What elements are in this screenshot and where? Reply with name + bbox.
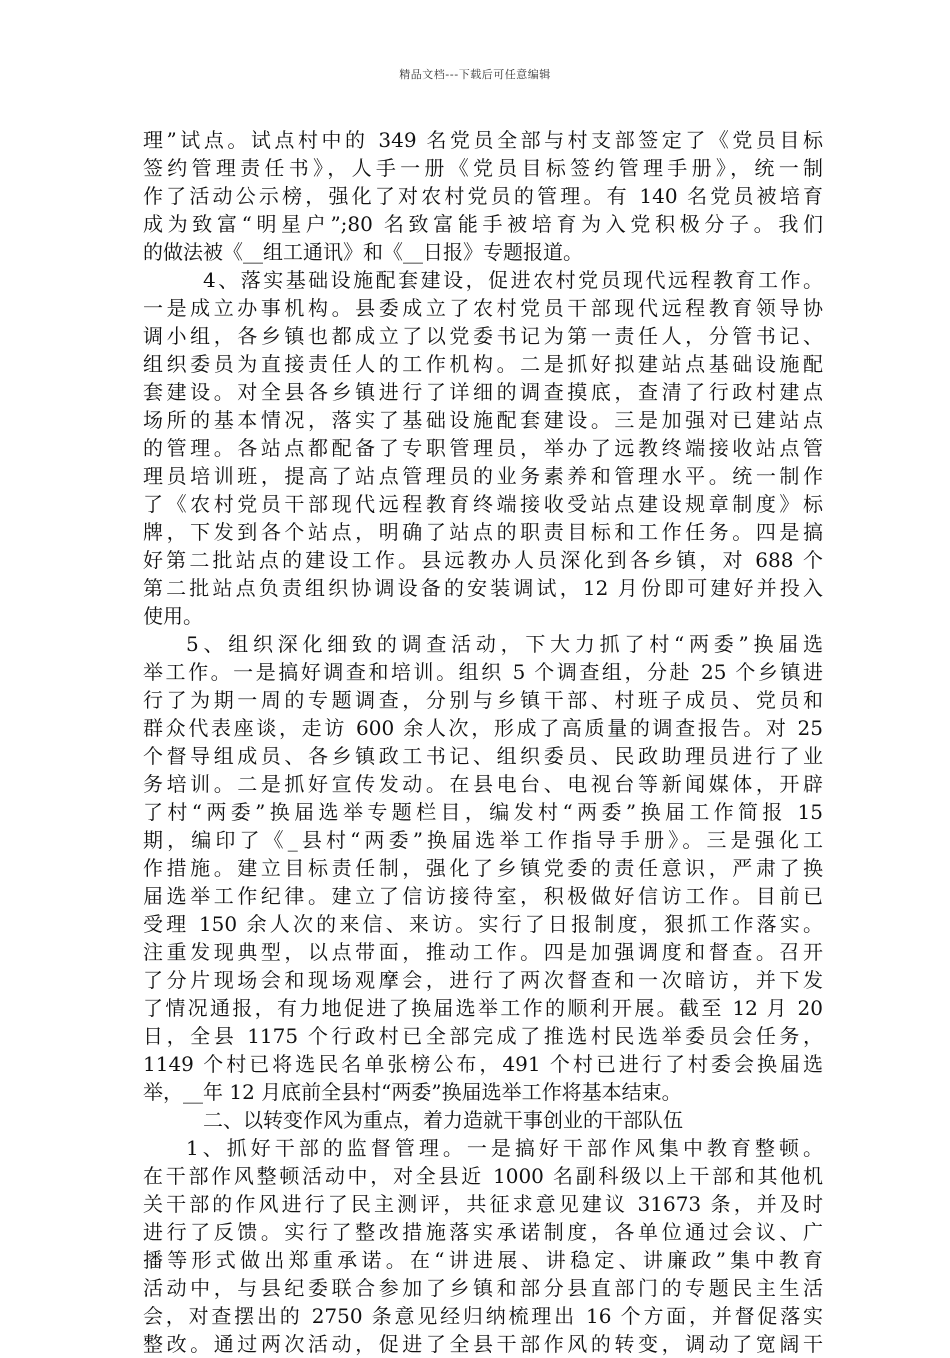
text-line: 牌，下发到各个站点，明确了站点的职责目标和工作任务。四是搞	[143, 520, 823, 544]
text-line: 务培训。二是抓好宣传发动。在县电台、电视台等新闻媒体，开辟	[143, 772, 823, 796]
text-line: 播等形式做出郑重承诺。在“讲进展、讲稳定、讲廉政”集中教育	[143, 1248, 823, 1272]
text-line: 整改。通过两次活动，促进了全县干部作风的转变，调动了宽阔干	[143, 1332, 823, 1356]
text-line: 会，对查摆出的 2750 条意见经归纳梳理出 16 个方面，并督促落实	[143, 1304, 823, 1328]
text-line: 届选举工作纪律。建立了信访接待室，积极做好信访工作。目前已	[143, 884, 823, 908]
text-line: 举工作。一是搞好调查和培训。组织 5 个调查组，分赴 25 个乡镇进	[143, 660, 823, 684]
text-line: 作措施。建立目标责任制，强化了乡镇党委的责任意识，严肃了换	[143, 856, 823, 880]
text-line: 进行了反馈。实行了整改措施落实承诺制度，各单位通过会议、广	[143, 1220, 823, 1244]
text-line: 的管理。各站点都配备了专职管理员，举办了远教终端接收站点管	[143, 436, 823, 460]
paragraph-start-line: 1、抓好干部的监督管理。一是搞好干部作风集中教育整顿。	[186, 1136, 823, 1160]
text-line: 使用。	[143, 604, 203, 628]
text-line: 了《农村党员干部现代远程教育终端接收受站点建设规章制度》标	[143, 492, 823, 516]
text-line: 成为致富“明星户”;80 名致富能手被培育为入党积极分子。我们	[143, 212, 823, 236]
text-line: 日，全县 1175 个行政村已全部完成了推选村民选举委员会任务，	[143, 1024, 823, 1048]
text-line: 签约管理责任书》，人手一册《党员目标签约管理手册》，统一制	[143, 156, 823, 180]
text-line: 个督导组成员、各乡镇政工书记、组织委员、民政助理员进行了业	[143, 744, 823, 768]
text-line: 一是成立办事机构。县委成立了农村党员干部现代远程教育领导协	[143, 296, 823, 320]
text-line: 理员培训班，提高了站点管理员的业务素养和管理水平。统一制作	[143, 464, 823, 488]
text-line: 场所的基本情况，落实了基础设施配套建设。三是加强对已建站点	[143, 408, 823, 432]
text-line: 作了活动公示榜，强化了对农村党员的管理。有 140 名党员被培育	[143, 184, 823, 208]
text-line: 套建设。对全县各乡镇进行了详细的调查摸底，查清了行政村建点	[143, 380, 823, 404]
text-line: 受理 150 余人次的来信、来访。实行了日报制度，狠抓工作落实。	[143, 912, 823, 936]
text-line: 1149 个村已将选民名单张榜公布，491 个村已进行了村委会换届选	[143, 1052, 823, 1076]
text-line: 好第二批站点的建设工作。县远教办人员深化到各乡镇，对 688 个	[143, 548, 823, 572]
section-heading: 二、以转变作风为重点，着力造就干事创业的干部队伍	[203, 1108, 683, 1132]
text-line: 了分片现场会和现场观摩会，进行了两次督查和一次暗访，并下发	[143, 968, 823, 992]
text-line: 理”试点。试点村中的 349 名党员全部与村支部签定了《党员目标	[143, 128, 823, 152]
paragraph-start-line: 4、落实基础设施配套建设，促进农村党员现代远程教育工作。	[203, 268, 823, 292]
text-line: 举，__年 12 月底前全县村“两委”换届选举工作将基本结束。	[143, 1080, 682, 1104]
text-line: 注重发现典型，以点带面，推动工作。四是加强调度和督查。召开	[143, 940, 823, 964]
text-line: 群众代表座谈，走访 600 余人次，形成了高质量的调查报告。对 25	[143, 716, 823, 740]
text-line: 期，编印了《_县村“两委”换届选举工作指导手册》。三是强化工	[143, 828, 823, 852]
page-header: 精品文档---下载后可任意编辑	[399, 68, 551, 81]
text-line: 第二批站点负责组织协调设备的安装调试，12 月份即可建好并投入	[143, 576, 823, 600]
paragraph-start-line: 5、组织深化细致的调查活动，下大力抓了村“两委”换届选	[186, 632, 823, 656]
text-line: 了村“两委”换届选举专题栏目，编发村“两委”换届工作简报 15	[143, 800, 823, 824]
text-line: 在干部作风整顿活动中，对全县近 1000 名副科级以上干部和其他机	[143, 1164, 823, 1188]
text-line: 组织委员为直接责任人的工作机构。二是抓好拟建站点基础设施配	[143, 352, 823, 376]
text-line: 行了为期一周的专题调查，分别与乡镇干部、村班子成员、党员和	[143, 688, 823, 712]
text-line: 了情况通报，有力地促进了换届选举工作的顺利开展。截至 12 月 20	[143, 996, 823, 1020]
text-line: 关干部的作风进行了民主测评，共征求意见建议 31673 条，并及时	[143, 1192, 823, 1216]
text-line: 活动中，与县纪委联合参加了乡镇和部分县直部门的专题民主生活	[143, 1276, 823, 1300]
document-body	[143, 126, 823, 1358]
text-line: 调小组，各乡镇也都成立了以党委书记为第一责任人，分管书记、	[143, 324, 823, 348]
text-line: 的做法被《__组工通讯》和《__日报》专题报道。	[143, 240, 583, 264]
